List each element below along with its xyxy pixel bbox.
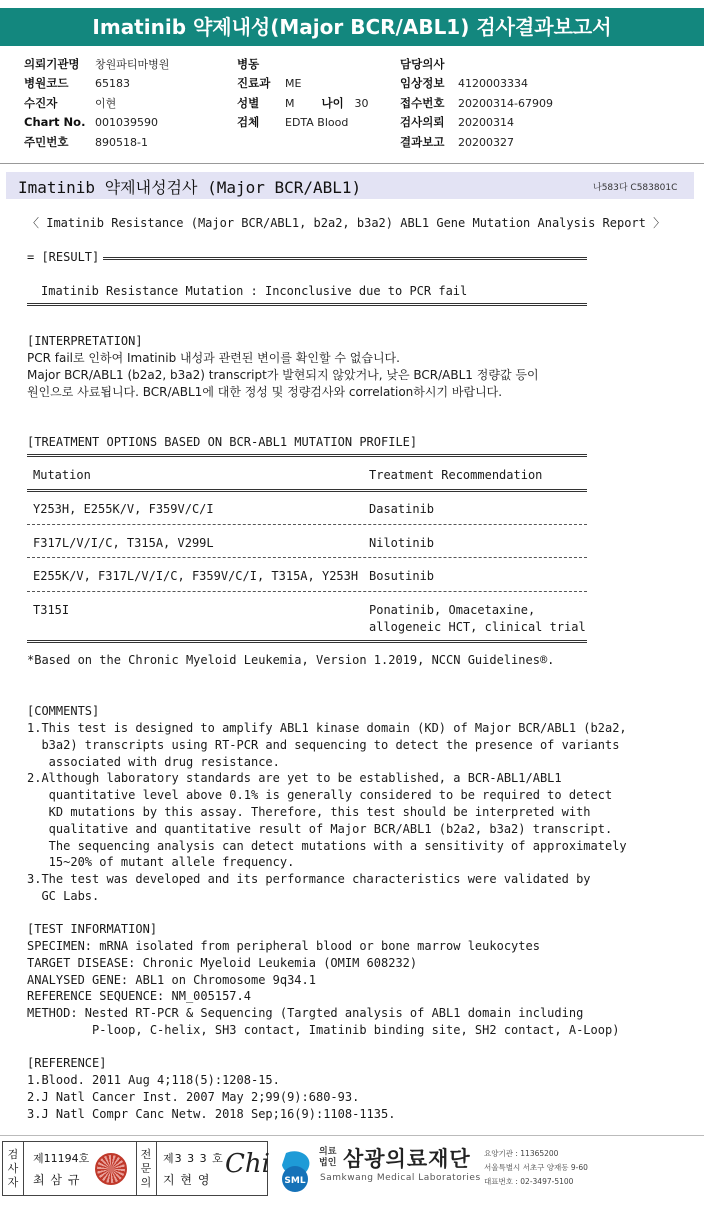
treatment-rule-top [27,454,587,457]
treatment-rule-header [27,489,587,492]
info-row-sex-age [237,94,369,113]
reference-label: [REFERENCE] [27,1056,107,1070]
logo-text: SML [284,1176,306,1186]
treatment-row-treatment: Dasatinib [369,502,435,516]
info-label: 진료과 [237,76,271,91]
interpretation-line: 원인으로 사료됩니다. BCR/ABL1에 대한 정성 및 정량검사와 correlation하시기 바랍니다. [27,385,503,399]
specialist-name: 지 현 영 [163,1173,211,1187]
treatment-row-mutation: F317L/V/I/C, T315A, V299L [33,536,214,550]
result-label: = [RESULT] [27,250,100,264]
signature: Chi [225,1149,270,1179]
org-english: Samkwang Medical Laboratories [320,1173,481,1183]
info-value: 이현 [95,96,117,110]
treatment-row-mutation: T315I [33,603,70,617]
treatment-row-treatment: Ponatinib, Omacetaxine, allogeneic HCT, clinical trial [369,603,586,634]
info-row-department [237,74,369,93]
sml-logo-icon [274,1145,316,1193]
examiner-name: 최 삼 규 [33,1173,81,1187]
specialist-license: 제3 3 3 호 [163,1152,224,1165]
interpretation-label: [INTERPRETATION] [27,334,143,348]
treatment-row-mutation: Y253H, E255K/V, F359V/C/I [33,502,214,516]
report-title: Imatinib 약제내성(Major BCR/ABL1) 검사결과보고서 [0,8,704,46]
info-row-hospital [24,55,169,74]
footer-separator [156,1142,157,1195]
info-label: 주민번호 [24,134,69,149]
reference-text: 1.Blood. 2011 Aug 4;118(5):1208-15. 2.J Natl Cancer Inst. 2007 May 2;99(9):680-93. 3.J Natl Compr Canc Netw. 2018 Sep;16(9):1108-1135. [27,1073,396,1121]
info-label: 병원코드 [24,76,69,91]
info-label: 접수번호 [400,95,445,110]
comments-text: 1.This test is designed to amplify ABL1 kinase domain (KD) of Major BCR/ABL1 (b2a2, b3a2) transcripts using RT-PCR and sequencing to detect the presence of variants associated with drug resistance. 2.Although laboratory standards are yet to be established, a BCR-ABL1/ABL1 quantitative level above 0.1% is generally considered to be required to detect KD mutations by this assay. Therefore, this test should be interpreted with qualitative and quantitative result of Major BCR/ABL1 (b2a2, b3a2) transcript. The sequencing analysis can detect mutations with a sensitivity of approximately 15~20% of mutant allele frequency. 3.The test was developed and its performance characteristics were validated by GC Labs. [27,721,627,903]
info-row-chart-no [24,113,169,132]
info-label: 수진자 [24,95,58,110]
info-row-doctor [400,55,553,74]
info-value: 20200314 [458,116,514,130]
info-label: 담당의사 [400,57,445,71]
interpretation-line: PCR fail로 인하여 Imatinib 내성과 관련된 변이를 확인할 수 없습니다. [27,351,400,365]
comments-label: [COMMENTS] [27,704,100,718]
treatment-header-recommendation: Treatment Recommendation [369,468,543,482]
footer-separator [136,1142,137,1195]
patient-info-col1 [24,55,169,152]
info-label: 검사의뢰 [400,115,445,130]
info-value: 20200314-67909 [458,96,553,110]
info-row-clinical-info [400,74,553,93]
info-row-report-date [400,133,553,152]
info-label: 결과보고 [400,134,445,149]
org-name: 삼광의료재단 [343,1147,471,1171]
info-row-resident-no [24,133,169,152]
result-rule [103,257,587,260]
org-type: 의료 법인 [319,1147,337,1168]
treatment-note: *Based on the Chronic Myeloid Leukemia, Version 1.2019, NCCN Guidelines®. [27,653,555,667]
age-value: 30 [354,96,369,110]
examiner-license: 제11194호 [33,1152,90,1165]
info-row-patient [24,94,169,113]
treatment-label: [TREATMENT OPTIONS BASED ON BCR-ABL1 MUTATION PROFILE] [27,435,418,449]
specialist-label: 전문의 [140,1148,152,1189]
info-value: ME [285,77,302,91]
info-label: 병동 [237,57,260,71]
patient-info-col3 [400,55,553,152]
info-row-ward [237,55,369,74]
patient-info-col2 [237,55,369,133]
section-code: 나583다 C583801C [593,183,678,193]
info-value: 001039590 [95,116,158,130]
org-info: 요양기관 : 11365200 서울특별시 서초구 양재동 9-60 대표번호 : 02-3497-5100 [484,1149,588,1186]
treatment-row-divider [27,591,587,592]
treatment-row-treatment: Bosutinib [369,569,435,583]
info-label: 임상정보 [400,76,445,91]
examiner-label: 검사자 [7,1148,19,1189]
treatment-row-mutation: E255K/V, F317L/V/I/C, F359V/C/I, T315A, Y253H [33,569,359,583]
info-value: 890518-1 [95,135,148,149]
result-line: Imatinib Resistance Mutation : Inconclusive due to PCR fail [41,284,468,298]
footer-divider [0,1135,704,1136]
header-divider [0,163,704,164]
info-value: 4120003334 [458,77,528,91]
treatment-header-mutation: Mutation [33,468,91,482]
treatment-row-treatment: Nilotinib [369,536,435,550]
age-label: 나이 [321,95,344,110]
info-label: 검체 [237,115,260,130]
info-value: 창원파티마병원 [95,58,170,71]
treatment-row-divider [27,524,587,525]
info-label: 성별 [237,95,260,110]
footer-separator [23,1142,24,1195]
result-rule-bottom [27,303,587,306]
treatment-row-divider [27,557,587,558]
seal-stamp [95,1153,127,1185]
report-heading: 〈 Imatinib Resistance (Major BCR/ABL1, b2a2, b3a2) ABL1 Gene Mutation Analysis Report 〉 [27,216,666,230]
info-value: EDTA Blood [285,116,349,130]
info-value: 20200327 [458,135,514,149]
info-row-specimen [237,113,369,132]
test-info-label: [TEST INFORMATION] [27,922,158,936]
treatment-rule-bottom [27,640,587,643]
info-row-accession [400,94,553,113]
info-row-request-date [400,113,553,132]
interpretation-line: Major BCR/ABL1 (b2a2, b3a2) transcript가 발현되지 않았거나, 낮은 BCR/ABL1 정량값 등이 [27,368,539,382]
signature-box [2,1141,268,1196]
info-value: 65183 [95,77,130,91]
info-value: M [285,96,295,110]
info-label: Chart No. [24,115,86,130]
test-info-text: SPECIMEN: mRNA isolated from peripheral blood or bone marrow leukocytes TARGET DISEASE: Chronic Myeloid Leukemia (OMIM 608232) ANALYSED GENE: ABL1 on Chromosome 9q34.1 REFERENCE SEQUENCE: NM_005157.4 METHOD: Nested RT-PCR & Sequencing (Targted analysis of ABL1 domain including P-loop, C-helix, SH3 contact, Imatinib binding site, SH2 contact, A-Loop) [27,939,620,1037]
section-title: Imatinib 약제내성검사 (Major BCR/ABL1) [18,178,362,197]
info-row-hospital-code [24,74,169,93]
info-label: 의뢰기관명 [24,57,80,71]
